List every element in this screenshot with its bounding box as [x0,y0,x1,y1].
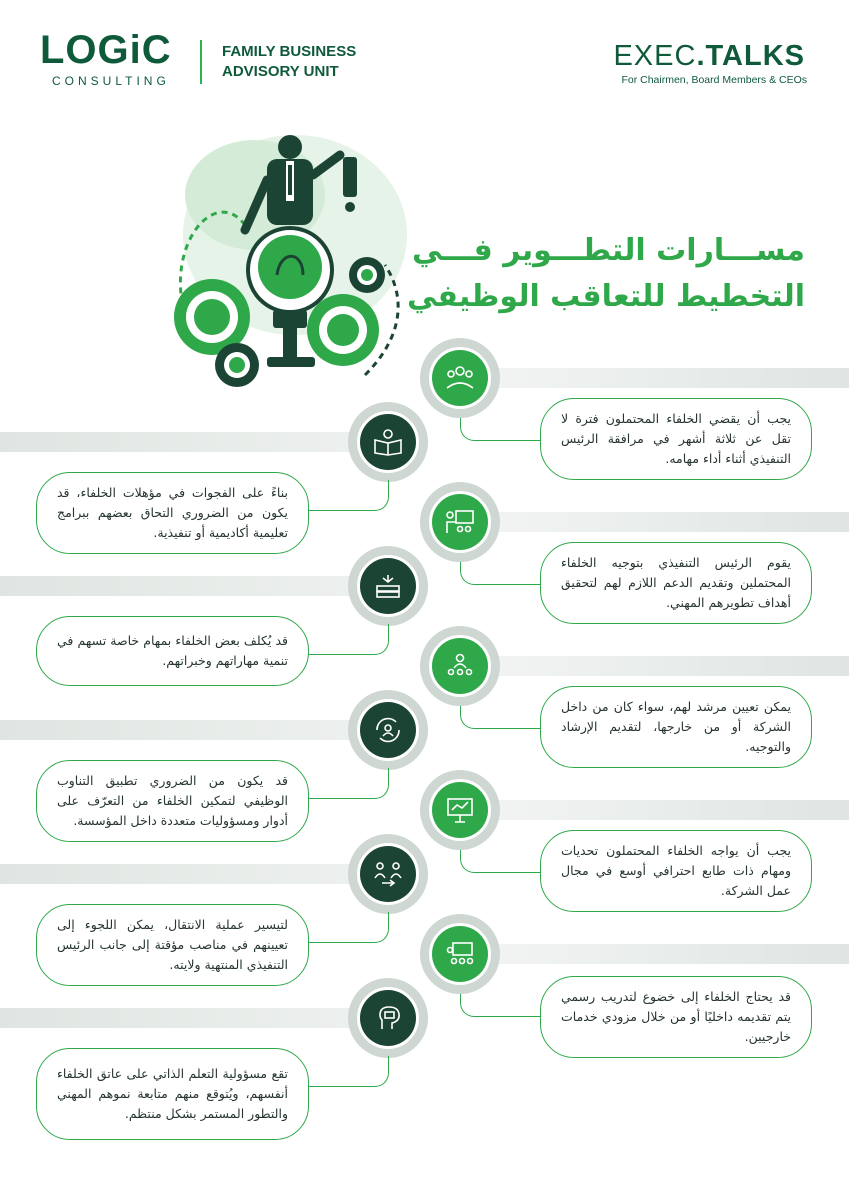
step-5-bar [440,656,849,676]
unit-line-1: FAMILY BUSINESS [222,43,357,60]
step-5-text: يمكن تعيين مرشد لهم، سواء كان من داخل الشركة أو من خارجها، لتقديم الإرشاد والتوجيه. [561,699,791,754]
step-6-bar [0,720,385,740]
step-7-text: يجب أن يواجه الخلفاء المحتملون تحديات ومهام ذات طابع احترافي أوسع في مجال عمل الشركة. [561,843,791,898]
group-meeting-icon [444,364,476,392]
step-2-text: بناءً على الفجوات في مؤهلات الخلفاء، قد يكون من الضروري التحاق بعضهم ببرامج تعليمية أكاديمية أو تنفيذية. [57,485,288,540]
step-9-bar [440,944,849,964]
step-1-connector [460,418,541,441]
logic-logo-subtitle: CONSULTING [52,74,170,88]
step-1-badge [432,350,488,406]
exec-brand-a: EXEC [613,40,697,72]
step-3-card [540,542,812,624]
step-7-card [540,830,812,912]
step-5-card [540,686,812,768]
title-line-1: مســـارات التطـــوير فـــي [412,233,805,268]
step-6-badge [360,702,416,758]
step-4-text: قد يُكلف بعض الخلفاء بمهام خاصة تسهم في تنمية مهاراتهم وخبراتهم. [57,633,288,668]
step-6-connector [308,768,389,799]
step-8-bar [0,864,385,884]
step-2-connector [308,480,389,511]
logic-logo: LOGiC [40,28,172,72]
step-3-text: يقوم الرئيس التنفيذي بتوجيه الخلفاء المحتملين وتقديم الدعم اللازم لهم لتحقيق أهداف تطويرهم المهني. [561,555,791,610]
step-1-text: يجب أن يقضي الخلفاء المحتملون فترة لا تقل عن ثلاثة أشهر في مرافقة الرئيس التنفيذي أثناء أداء مهامه. [561,411,791,466]
advisory-unit-label [222,42,422,82]
self-learning-icon [372,1004,404,1032]
step-10-badge [360,990,416,1046]
training-class-icon [444,940,476,968]
step-10-connector [308,1056,389,1087]
step-2-card [36,472,309,554]
header-divider [200,40,202,84]
step-9-text: قد يحتاج الخلفاء إلى خضوع لتدريب رسمي يتم تقديمه داخليًا أو من خلال مزودي خدمات خارجيين. [561,989,791,1044]
step-10-text: تقع مسؤولية التعلم الذاتي على عاتق الخلفاء أنفسهم، ويُتوقع منهم متابعة نموهم المهني والتطور المستمر بشكل منتظم. [57,1066,288,1121]
step-1-card [540,398,812,480]
step-8-card [36,904,309,986]
title-line-2: التخطيط للتعاقب الوظيفي [406,279,805,314]
step-3-badge [432,494,488,550]
step-8-badge [360,846,416,902]
step-8-text: لتيسير عملية الانتقال، يمكن اللجوء إلى تعيينهم في مناصب مؤقتة إلى جانب الرئيس التنفيذي المنتهية ولايته. [57,917,288,972]
step-8-connector [308,912,389,943]
step-3-bar [440,512,849,532]
step-9-badge [432,926,488,982]
step-5-connector [460,706,541,729]
step-3-connector [460,562,541,585]
hero-illustration [155,125,420,415]
step-10-bar [0,1008,385,1028]
step-7-connector [460,850,541,873]
step-6-card [36,760,309,842]
exec-talks-tagline: For Chairmen, Board Members & CEOs [621,74,807,86]
presenter-board-icon [444,508,476,536]
strategy-board-icon [444,796,476,824]
step-4-connector [308,624,389,655]
rotation-person-icon [372,716,404,744]
step-10-card [36,1048,309,1140]
step-9-card [540,976,812,1058]
step-4-badge [360,558,416,614]
step-5-badge [432,638,488,694]
exec-brand-b: .TALKS [696,40,805,72]
step-2-badge [360,414,416,470]
book-lightbulb-icon [372,428,404,456]
handover-icon [372,860,404,888]
step-4-bar [0,576,385,596]
infographic-title [385,228,805,320]
mentor-team-icon [444,652,476,680]
step-7-bar [440,800,849,820]
step-7-badge [432,782,488,838]
step-1-bar [440,368,849,388]
step-6-text: قد يكون من الضروري تطبيق التناوب الوظيفي لتمكين الخلفاء من التعرّف على أدوار ومسؤوليات متعددة داخل المؤسسة. [57,773,288,828]
step-9-connector [460,994,541,1017]
step-4-card [36,616,309,686]
step-2-bar [0,432,385,452]
exec-talks-logo [613,40,805,73]
task-stack-icon [372,572,404,600]
unit-line-2: ADVISORY UNIT [222,63,339,80]
